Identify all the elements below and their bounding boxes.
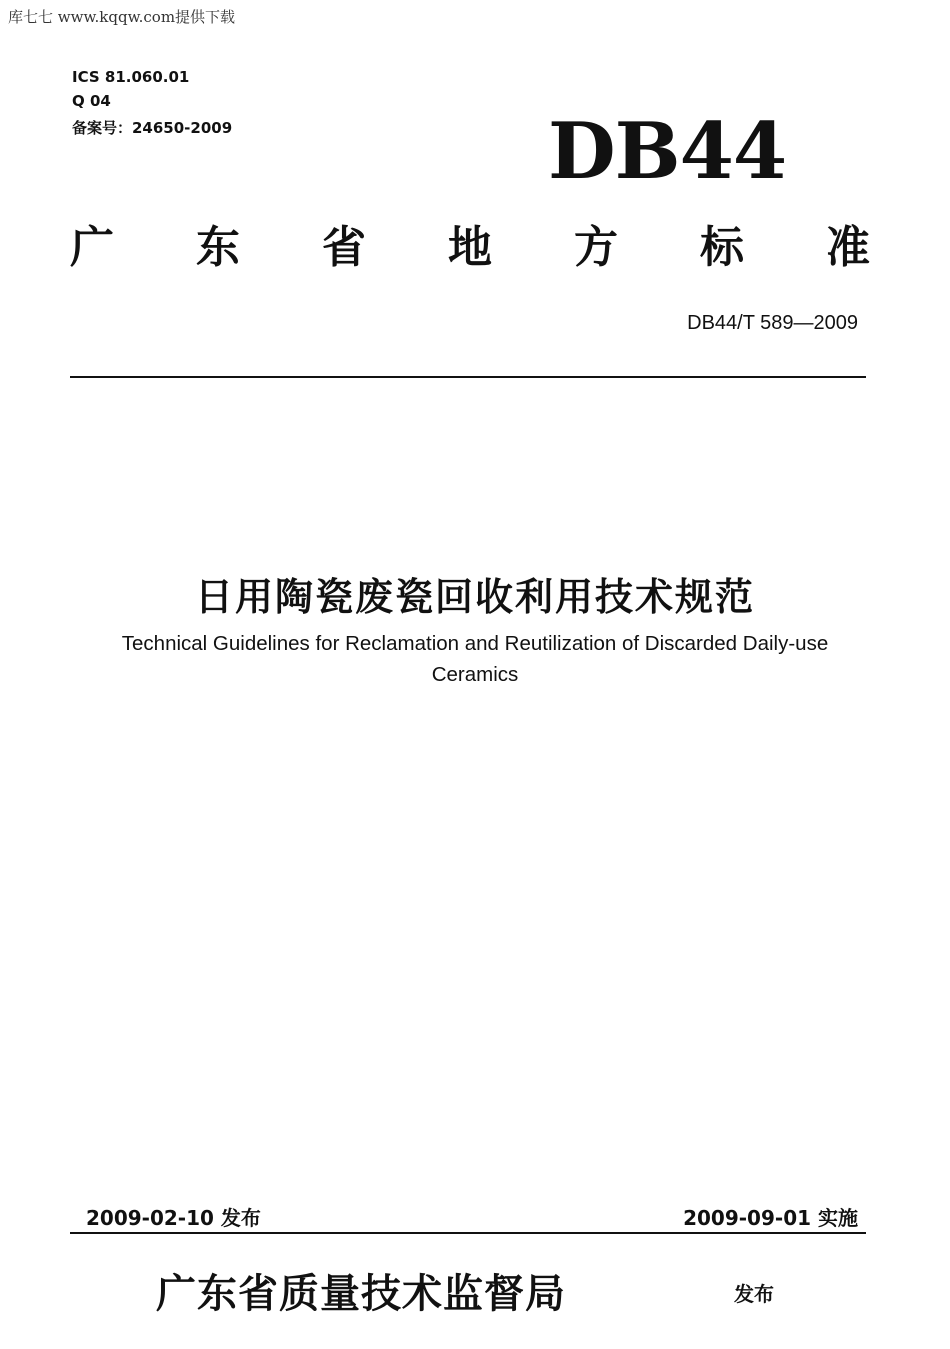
standard-type-char: 广: [70, 222, 114, 273]
standard-type-char: 方: [574, 222, 618, 273]
watermark-text: 库七七 www.kqqw.com提供下载: [8, 8, 236, 26]
top-divider: [70, 376, 866, 378]
record-number: 备案号：24650-2009: [72, 119, 233, 137]
issuing-authority: 广东省质量技术监督局: [156, 1270, 566, 1317]
standard-type-char: 准: [826, 222, 870, 273]
standard-type-heading: [70, 220, 870, 276]
db44-logo: DB44: [548, 106, 787, 197]
ics-code: ICS 81.060.01: [72, 68, 190, 86]
issue-date: 2009-02-10 发布: [86, 1206, 261, 1230]
title-english: Technical Guidelines for Reclamation and Reutilization of Discarded Daily-use Ceramics: [121, 632, 829, 686]
issued-by-label: 发布: [734, 1282, 774, 1306]
bottom-divider: [70, 1232, 866, 1234]
implementation-date: 2009-09-01 实施: [683, 1206, 858, 1230]
standard-number: DB44/T 589—2009: [687, 312, 858, 334]
standard-type-char: 标: [700, 222, 744, 273]
standard-type-char: 东: [196, 222, 240, 273]
standard-type-char: 地: [448, 222, 492, 273]
title-chinese: 日用陶瓷废瓷回收利用技术规范: [194, 575, 755, 619]
ccs-code: Q 04: [72, 92, 111, 110]
standard-type-char: 省: [322, 222, 366, 273]
